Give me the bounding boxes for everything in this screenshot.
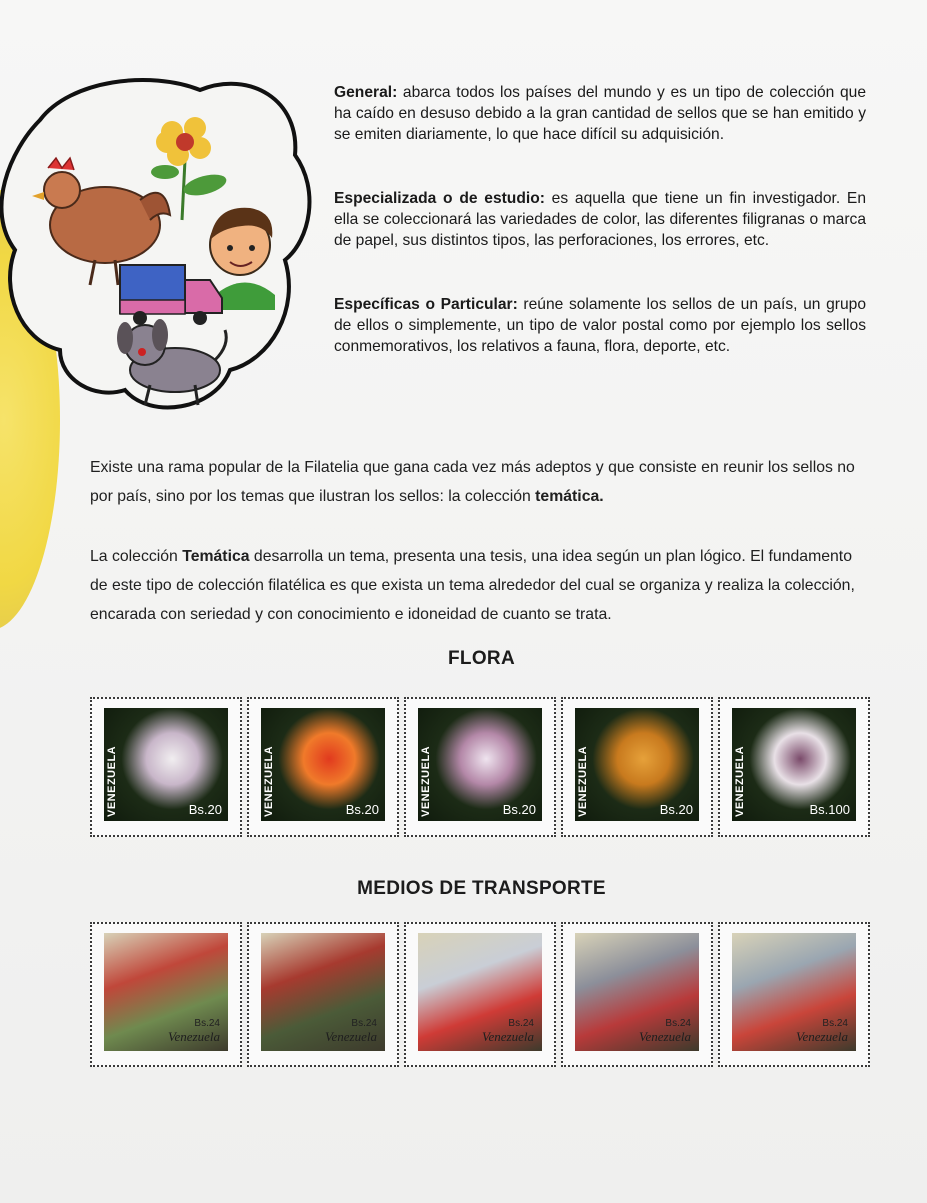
stamp-value: Bs.20 [188,802,222,817]
transport-stamp [718,922,870,1067]
transport-stamp [90,922,242,1067]
flora-stamp [561,697,713,837]
stamp-country-label: Venezuela [482,1029,534,1044]
flora-stamp [247,697,399,837]
stamp-country-label: Venezuela [325,1029,377,1044]
paragraph-general [334,82,866,145]
flora-stamp-image [732,708,856,821]
body1-text: Existe una rama popular de la Filatelia que gana cada vez más adeptos y que consiste en reunir los sellos no por país, sino por los temas que ilustran los sellos: la colección [90,458,855,505]
stamp-country-label: VENEZUELA [263,745,275,817]
stamp-country-label: VENEZUELA [106,745,118,817]
paragraph-especializada [334,188,866,251]
stamp-country-label: Venezuela [796,1029,848,1044]
term-general: General: [334,83,398,101]
flora-stamp-image [575,708,699,821]
stamp-value: Bs.20 [345,802,379,817]
flora-stamp-image [104,708,228,821]
stamp-country-label: VENEZUELA [420,745,432,817]
section-title-transport: MEDIOS DE TRANSPORTE [357,878,606,899]
transport-stamp-strip [90,922,870,1067]
flora-stamp-image [261,708,385,821]
body2-bold: Temática [182,547,250,565]
stamp-value: Bs.20 [659,802,693,817]
transport-stamp [404,922,556,1067]
stamp-country-label: Venezuela [168,1029,220,1044]
stamp-country-label: Venezuela [639,1029,691,1044]
stamp-value: Bs.24 [665,1018,691,1029]
flora-stamp-image [418,708,542,821]
thought-cloud-illustration [0,60,320,430]
stamp-value: Bs.24 [194,1018,220,1029]
flora-stamp-strip [90,697,870,837]
stamp-value: Bs.24 [508,1018,534,1029]
stamp-value: Bs.24 [351,1018,377,1029]
stamp-value: Bs.20 [502,802,536,817]
transport-stamp-image [261,933,385,1051]
term-especializada: Especializada o de estudio: [334,189,545,207]
definition-general: abarca todos los países del mundo y es un tipo de colección que ha caído en desuso debido a la gran cantidad de sellos que se han emitido y se emiten diariamente, lo que hace difícil su adquisición. [334,83,866,143]
stamp-country-label: VENEZUELA [577,745,589,817]
transport-stamp [247,922,399,1067]
stamp-value: Bs.100 [809,802,850,817]
flora-stamp [404,697,556,837]
body-paragraph-thematic-intro [90,453,870,511]
definition-especificas: reúne solamente los sellos de un país, un grupo de ellos o simplemente, un tipo de valor postal como por ejemplo los sellos conmemorativos, los relativos a fauna, flora, deporte, etc. [334,295,866,355]
body1-bold: temática. [535,487,604,505]
stamp-country-label: VENEZUELA [734,745,746,817]
transport-stamp [561,922,713,1067]
body2-text: desarrolla un tema, presenta una tesis, una idea según un plan lógico. El fundamento de este tipo de colección filatélica es que exista un tema alrededor del cual se organiza y realiza la colección, encarada con seriedad y con conocimiento e idoneidad de cuanto se trata. [90,547,855,623]
body-paragraph-thematic-definition [90,542,870,629]
paragraph-especificas [334,294,866,357]
definition-especializada: es aquella que tiene un fin investigador. En ella se coleccionará las variedades de color, las diferentes filigranas o marca de papel, sus distintos tipos, las perforaciones, los errores, etc. [334,189,867,249]
section-title-flora: FLORA [448,648,515,669]
transport-stamp-image [732,933,856,1051]
flora-stamp [90,697,242,837]
transport-stamp-image [104,933,228,1051]
stamp-value: Bs.24 [822,1018,848,1029]
flora-stamp [718,697,870,837]
transport-stamp-image [418,933,542,1051]
term-especificas: Específicas o Particular: [334,295,518,313]
transport-stamp-image [575,933,699,1051]
body2-pre: La colección [90,547,183,565]
